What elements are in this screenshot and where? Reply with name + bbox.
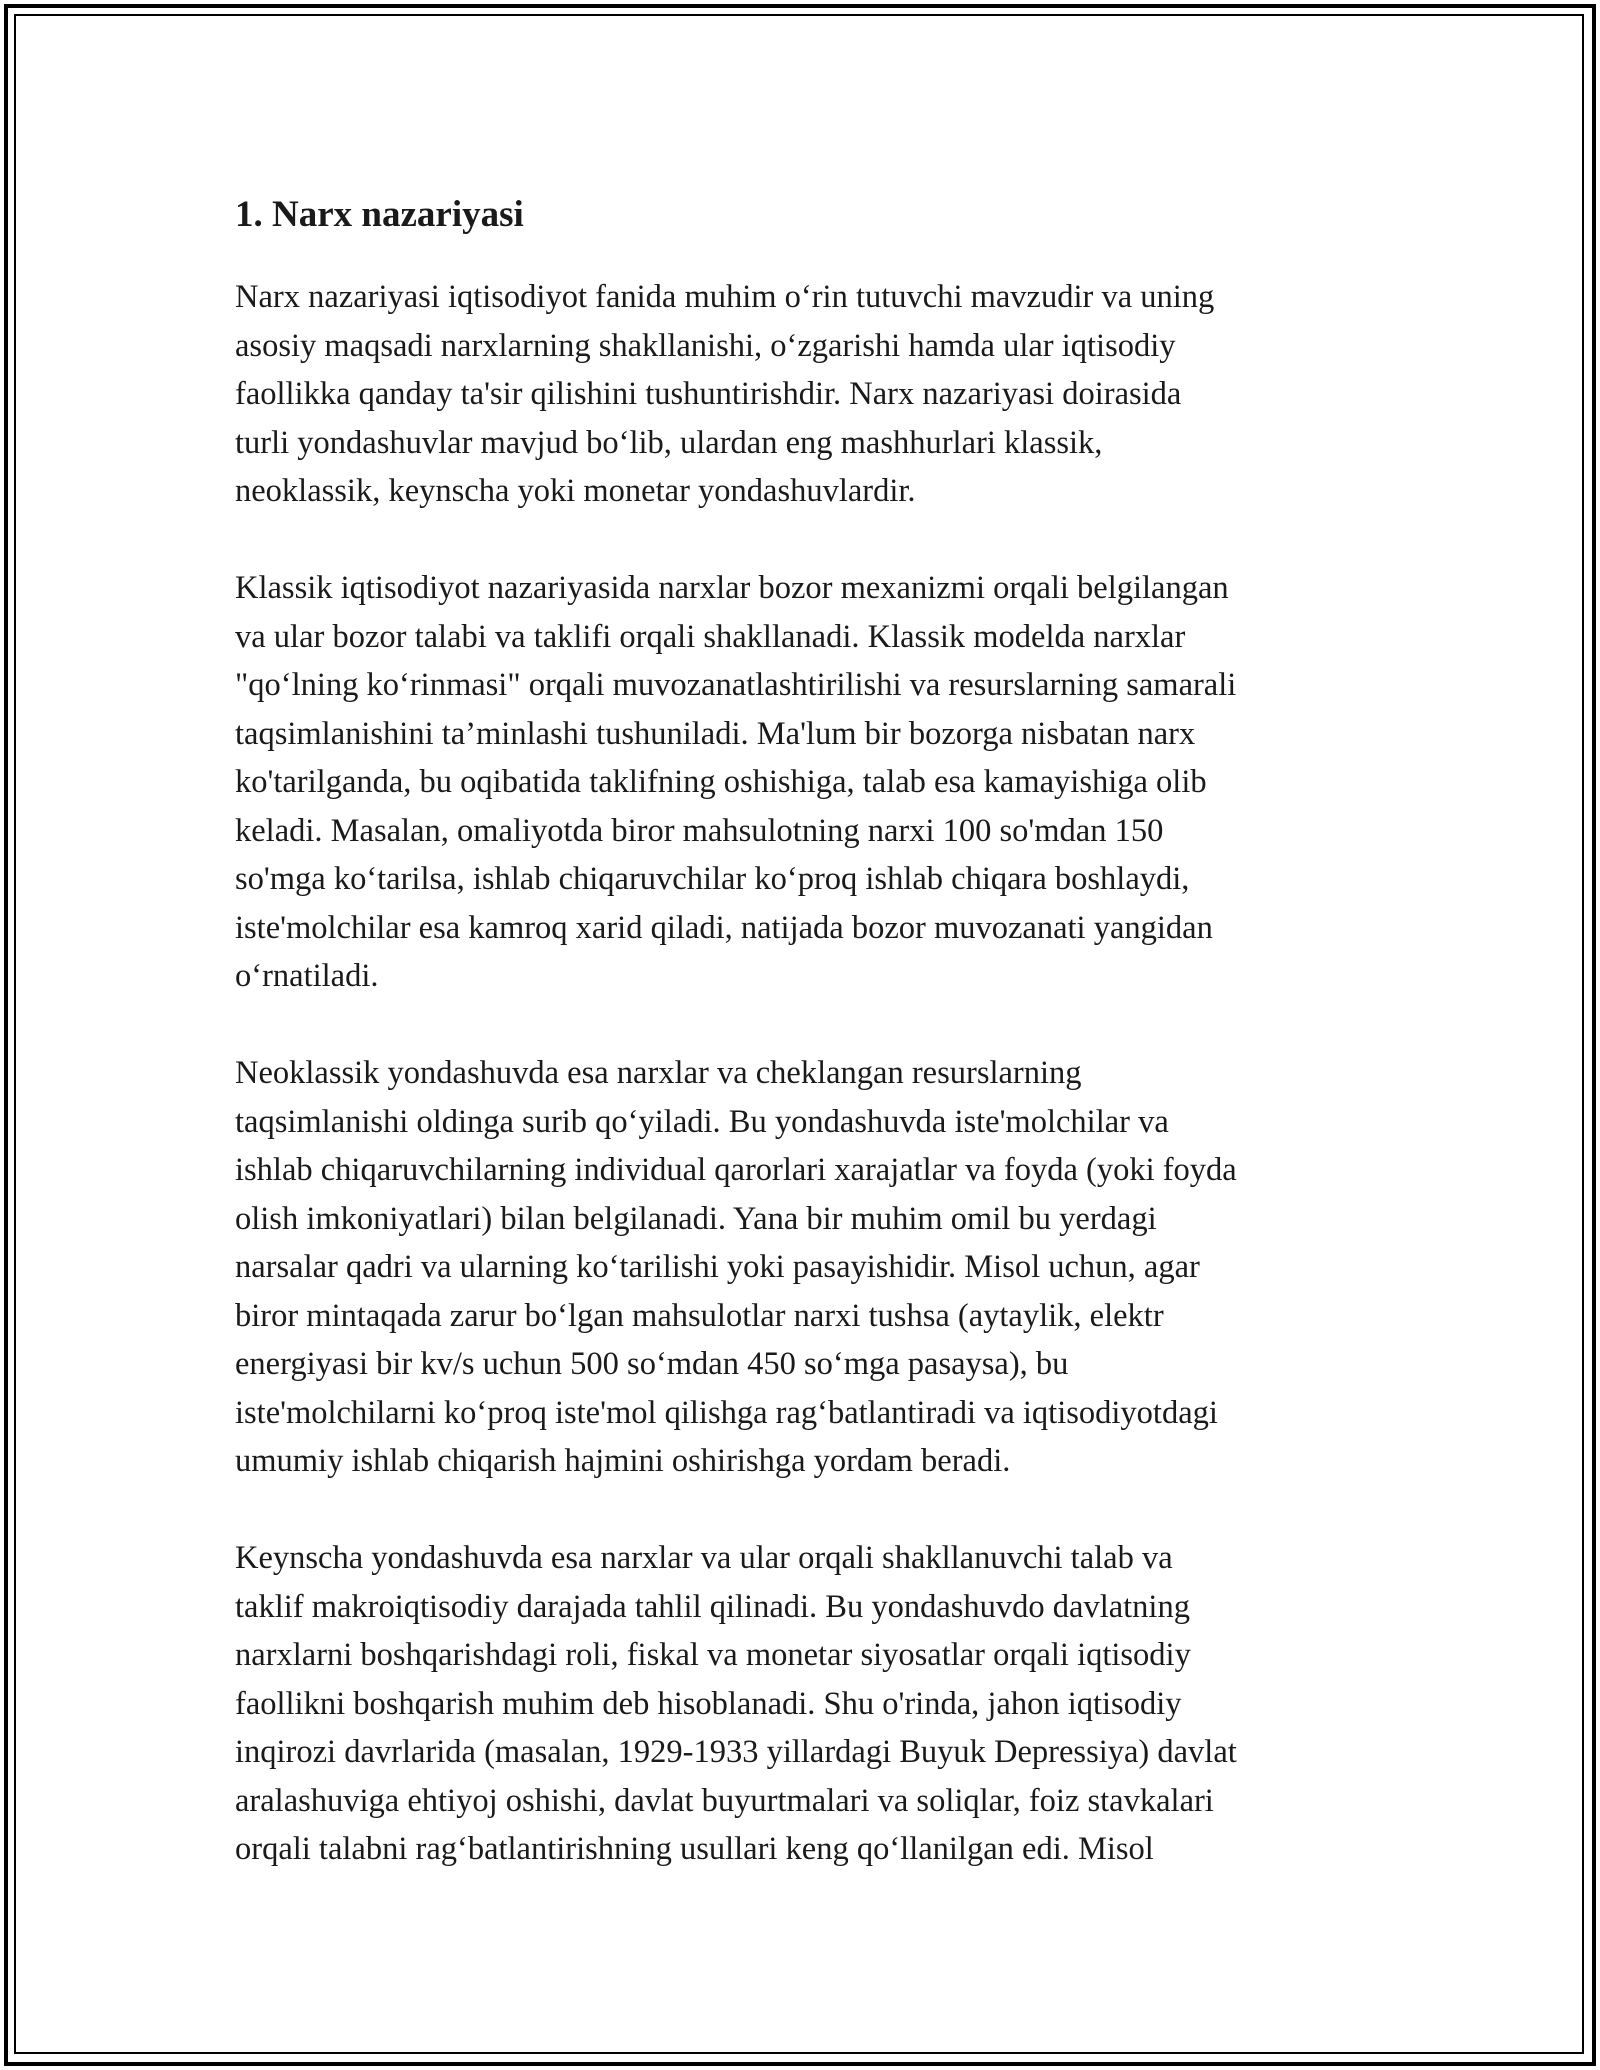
text-line: umumiy ishlab chiqarish hajmini oshirishga yordam beradi. — [235, 1443, 1011, 1479]
text-line: turli yondashuvlar mavjud bo‘lib, ulardan eng mashhurlari klassik, — [235, 424, 1103, 461]
text-line: olish imkoniyatlari) bilan belgilanadi. Yana bir muhim omil bu yerdagi — [235, 1200, 1157, 1237]
text-line: iste'molchilarni ko‘proq iste'mol qilishga rag‘batlantiradi va iqtisodiyotdagi — [235, 1394, 1218, 1431]
paragraph-neoclassical — [235, 1049, 1375, 1486]
text-line: ishlab chiqaruvchilarning individual qarorlari xarajatlar va foyda (yoki foyda — [235, 1152, 1237, 1188]
text-line: Klassik iqtisodiyot nazariyasida narxlar bozor mexanizmi orqali belgilangan — [235, 570, 1229, 606]
text-line: narsalar qadri va ularning ko‘tarilishi yoki pasayishidir. Misol uchun, agar — [235, 1249, 1200, 1285]
text-line: "qo‘lning ko‘rinmasi" orqali muvozanatlashtirilishi va resurslarning samarali — [235, 667, 1237, 703]
text-line: va ular bozor talabi va taklifi orqali shakllanadi. Klassik modelda narxlar — [235, 618, 1186, 655]
text-line: aralashuviga ehtiyoj oshishi, davlat buyurtmalari va soliqlar, foiz stavkalari — [235, 1782, 1214, 1819]
text-line: narxlarni boshqarishdagi roli, fiskal va monetar siyosatlar orqali iqtisodiy — [235, 1637, 1191, 1673]
text-line: taqsimlanishini ta’minlashi tushuniladi. Ma'lum bir bozorga nisbatan narx — [235, 715, 1196, 752]
text-line: faollikka qanday ta'sir qilishini tushuntirishdir. Narx nazariyasi doirasida — [235, 376, 1182, 412]
text-line: inqirozi davrlarida (masalan, 1929-1933 yillardagi Buyuk Depressiya) davlat — [235, 1734, 1237, 1770]
text-line: asosiy maqsadi narxlarning shakllanishi, o‘zgarishi hamda ular iqtisodiy — [235, 327, 1176, 364]
text-line: o‘rnatiladi. — [235, 958, 379, 994]
text-line: Neoklassik yondashuvda esa narxlar va cheklangan resurslarning — [235, 1055, 1082, 1091]
text-line: Keynscha yondashuvda esa narxlar va ular orqali shakllanuvchi talab va — [235, 1540, 1173, 1576]
paragraph-classical — [235, 564, 1375, 1001]
text-line: neoklassik, keynscha yoki monetar yondashuvlardir. — [235, 473, 916, 509]
text-line: energiyasi bir kv/s uchun 500 so‘mdan 450 so‘mga pasaysa), bu — [235, 1346, 1069, 1382]
text-line: Narx nazariyasi iqtisodiyot fanida muhim o‘rin tutuvchi mavzudir va uning — [235, 279, 1215, 315]
section-heading: 1. Narx nazariyasi — [235, 194, 524, 235]
document-body — [235, 185, 1375, 1922]
paragraph-intro — [235, 273, 1375, 516]
text-line: ko'tarilganda, bu oqibatida taklifning oshishiga, talab esa kamayishiga olib — [235, 764, 1207, 800]
text-line: faollikni boshqarish muhim deb hisoblanadi. Shu o'rinda, jahon iqtisodiy — [235, 1685, 1182, 1722]
text-line: taqsimlanishi oldinga surib qo‘yiladi. Bu yondashuvda iste'molchilar va — [235, 1103, 1169, 1140]
text-line: iste'molchilar esa kamroq xarid qiladi, natijada bozor muvozanati yangidan — [235, 909, 1213, 946]
text-line: orqali talabni rag‘batlantirishning usullari keng qo‘llanilgan edi. Misol — [235, 1831, 1154, 1867]
paragraph-keynesian — [235, 1534, 1375, 1874]
text-line: taklif makroiqtisodiy darajada tahlil qilinadi. Bu yondashuvdo davlatning — [235, 1588, 1190, 1625]
text-line: so'mga ko‘tarilsa, ishlab chiqaruvchilar ko‘proq ishlab chiqara boshlaydi, — [235, 861, 1190, 897]
text-line: keladi. Masalan, omaliyotda biror mahsulotning narxi 100 so'mdan 150 — [235, 812, 1164, 849]
text-line: biror mintaqada zarur bo‘lgan mahsulotlar narxi tushsa (aytaylik, elektr — [235, 1297, 1164, 1334]
